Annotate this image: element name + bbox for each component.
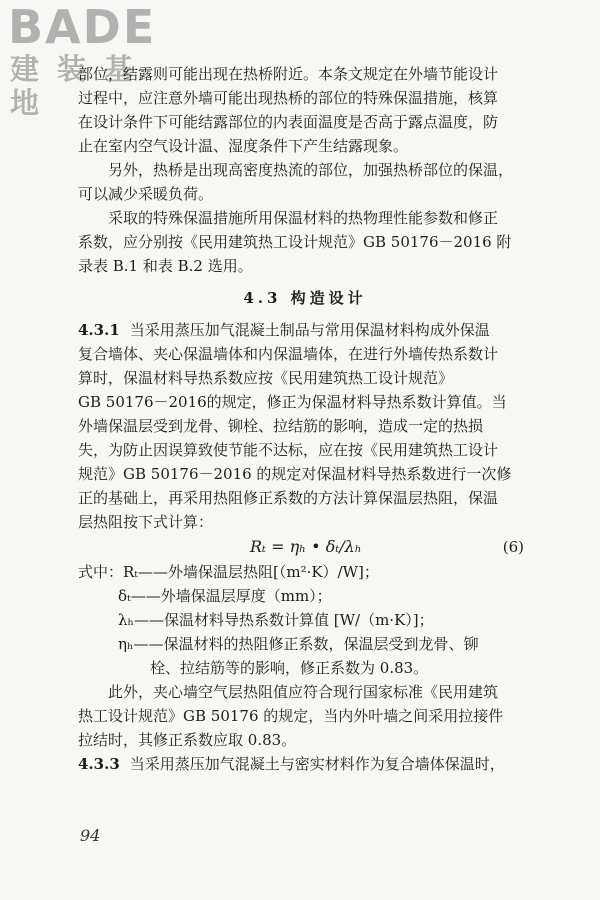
body-line: 失，为防止因误算致使节能不达标，应在按《民用建筑热工设计 [78,441,499,459]
body-line: 止在室内空气设计温、湿度条件下产生结露现象。 [78,137,409,155]
formula-row [78,534,532,560]
where-line: λₕ——保温材料导热系数计算值 [W/（m·K）]； [118,611,434,629]
body-line: 算时，保温材料导热系数应按《民用建筑热工设计规范》 [78,369,454,387]
clause-4-3-3-line [78,752,532,776]
page-number: 94 [80,826,101,845]
body-line: 录表 B.1 和表 B.2 选用。 [78,257,253,275]
body-line: GB 50176－2016的规定，修正为保温材料导热系数计算值。当 [78,393,507,411]
body-line: 可以减少采暖负荷。 [78,185,214,203]
clause-4-3-1-first-line [78,318,532,342]
body-line: 拉结时，其修正系数应取 0.83。 [78,731,297,749]
body-line: 规范》GB 50176－2016 的规定对保温材料导热系数进行一次修 [78,465,512,483]
body-line: 层热阻按下式计算： [78,513,214,531]
body-line: 另外，热桥是出现高密度热流的部位，加强热桥部位的保温， [108,161,514,179]
clause-number: 4.3.3 [78,755,120,773]
body-line: 过程中，应注意外墙可能出现热桥的部位的特殊保温措施，核算 [78,89,499,107]
body-line: 在设计条件下可能结露部位的内表面温度是否高于露点温度，防 [78,113,499,131]
body-line: 采取的特殊保温措施所用保温材料的热物理性能参数和修正 [108,209,499,227]
body-line: 热工设计规范》GB 50176 的规定，当内外叶墙之间采用拉接件 [78,707,504,725]
section-heading: 4.3 构造设计 [243,289,367,307]
watermark-brand: BADE [8,0,157,54]
page-body [78,62,532,776]
where-line: δₜ——外墙保温层厚度（mm）； [118,587,332,605]
where-line: 式中：Rₜ——外墙保温层热阻[（m²·K）/W]； [78,563,379,581]
clause-text: 当采用蒸压加气混凝土制品与常用保温材料构成外保温 [129,321,490,339]
body-line: 部位，结露则可能出现在热桥附近。本条文规定在外墙节能设计 [78,65,499,83]
body-line: 此外，夹心墙空气层热阻值应符合现行国家标准《民用建筑 [108,683,499,701]
body-line: 正的基础上，再采用热阻修正系数的方法计算保温层热阻，保温 [78,489,499,507]
formula-number: (6) [502,538,524,556]
watermark-subtitle: 建装基地 [10,52,152,120]
where-line: ηₕ——保温材料的热阻修正系数，保温层受到龙骨、铆 [118,635,479,653]
clause-number: 4.3.1 [78,321,120,339]
where-line: 栓、拉结筋等的影响，修正系数为 0.83。 [150,659,429,677]
body-line: 复合墙体、夹心保温墙体和内保温墙体，在进行外墙传热系数计 [78,345,499,363]
clause-text: 当采用蒸压加气混凝土与密实材料作为复合墙体保温时， [129,755,505,773]
formula-expression: Rₜ = ηₕ • δₜ/λₕ [250,537,362,556]
body-line: 外墙保温层受到龙骨、铆栓、拉结筋的影响，造成一定的热损 [78,417,484,435]
body-line: 系数，应分别按《民用建筑热工设计规范》GB 50176－2016 附 [78,233,512,251]
